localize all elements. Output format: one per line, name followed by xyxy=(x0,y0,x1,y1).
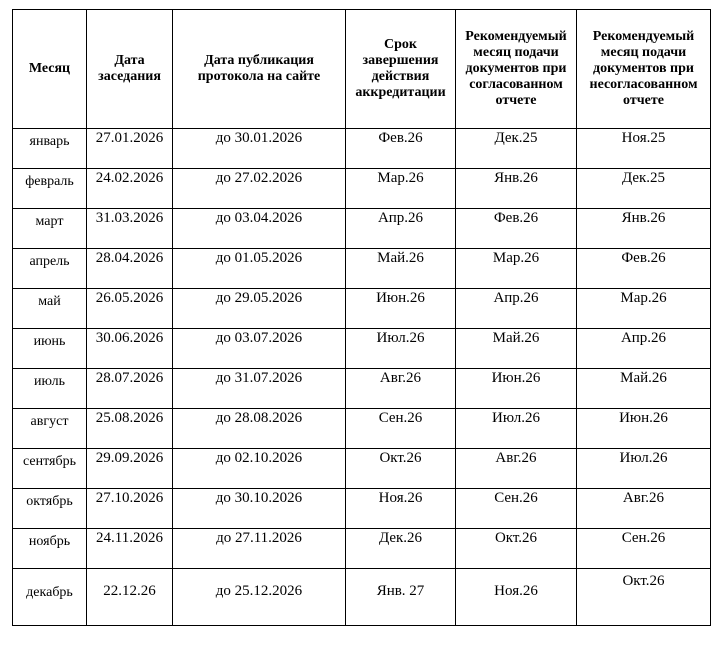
cell-agreed-report-month: Янв.26 xyxy=(456,169,577,209)
cell-meeting-date: 24.02.2026 xyxy=(87,169,173,209)
cell-agreed-report-month: Май.26 xyxy=(456,329,577,369)
cell-agreed-report-month: Ноя.26 xyxy=(456,569,577,626)
cell-agreed-report-month: Июн.26 xyxy=(456,369,577,409)
table-row xyxy=(13,209,711,249)
cell-meeting-date: 27.10.2026 xyxy=(87,489,173,529)
cell-disagreed-report-month: Ноя.25 xyxy=(577,129,711,169)
schedule-table xyxy=(12,9,711,626)
header-month: Месяц xyxy=(13,10,87,129)
cell-disagreed-report-month: Июн.26 xyxy=(577,409,711,449)
table-row xyxy=(13,569,711,626)
cell-month: июль xyxy=(13,369,87,409)
cell-publication-date: до 29.05.2026 xyxy=(173,289,346,329)
cell-publication-date: до 02.10.2026 xyxy=(173,449,346,489)
cell-accreditation-end: Дек.26 xyxy=(346,529,456,569)
cell-accreditation-end: Июн.26 xyxy=(346,289,456,329)
cell-accreditation-end: Сен.26 xyxy=(346,409,456,449)
cell-publication-date: до 01.05.2026 xyxy=(173,249,346,289)
table-row xyxy=(13,449,711,489)
header-agreed-report-month: Рекомендуемый месяц подачи документов при согласованном отчете xyxy=(456,10,577,129)
cell-month: март xyxy=(13,209,87,249)
cell-disagreed-report-month: Апр.26 xyxy=(577,329,711,369)
cell-disagreed-report-month: Окт.26 xyxy=(577,569,711,626)
header-meeting-date: Дата заседания xyxy=(87,10,173,129)
header-row xyxy=(13,10,711,129)
cell-meeting-date: 30.06.2026 xyxy=(87,329,173,369)
cell-disagreed-report-month: Сен.26 xyxy=(577,529,711,569)
cell-month: октябрь xyxy=(13,489,87,529)
cell-meeting-date: 26.05.2026 xyxy=(87,289,173,329)
cell-agreed-report-month: Дек.25 xyxy=(456,129,577,169)
cell-publication-date: до 30.01.2026 xyxy=(173,129,346,169)
cell-month: май xyxy=(13,289,87,329)
cell-agreed-report-month: Апр.26 xyxy=(456,289,577,329)
table-row xyxy=(13,369,711,409)
cell-publication-date: до 03.04.2026 xyxy=(173,209,346,249)
cell-accreditation-end: Июл.26 xyxy=(346,329,456,369)
cell-disagreed-report-month: Июл.26 xyxy=(577,449,711,489)
cell-accreditation-end: Окт.26 xyxy=(346,449,456,489)
cell-disagreed-report-month: Янв.26 xyxy=(577,209,711,249)
table-row xyxy=(13,489,711,529)
header-publication-date: Дата публикация протокола на сайте xyxy=(173,10,346,129)
cell-accreditation-end: Май.26 xyxy=(346,249,456,289)
table-row xyxy=(13,289,711,329)
cell-accreditation-end: Мар.26 xyxy=(346,169,456,209)
cell-disagreed-report-month: Авг.26 xyxy=(577,489,711,529)
cell-agreed-report-month: Окт.26 xyxy=(456,529,577,569)
cell-publication-date: до 03.07.2026 xyxy=(173,329,346,369)
cell-agreed-report-month: Фев.26 xyxy=(456,209,577,249)
cell-month: июнь xyxy=(13,329,87,369)
cell-publication-date: до 27.02.2026 xyxy=(173,169,346,209)
cell-month: август xyxy=(13,409,87,449)
cell-accreditation-end: Апр.26 xyxy=(346,209,456,249)
cell-accreditation-end: Фев.26 xyxy=(346,129,456,169)
cell-meeting-date: 28.04.2026 xyxy=(87,249,173,289)
cell-meeting-date: 29.09.2026 xyxy=(87,449,173,489)
table-row xyxy=(13,329,711,369)
cell-publication-date: до 30.10.2026 xyxy=(173,489,346,529)
table-row xyxy=(13,169,711,209)
cell-meeting-date: 27.01.2026 xyxy=(87,129,173,169)
header-accreditation-end: Срок завершения действия аккредитации xyxy=(346,10,456,129)
cell-meeting-date: 28.07.2026 xyxy=(87,369,173,409)
cell-accreditation-end: Янв. 27 xyxy=(346,569,456,626)
cell-publication-date: до 28.08.2026 xyxy=(173,409,346,449)
table-row xyxy=(13,409,711,449)
cell-month: январь xyxy=(13,129,87,169)
cell-month: ноябрь xyxy=(13,529,87,569)
cell-publication-date: до 25.12.2026 xyxy=(173,569,346,626)
cell-agreed-report-month: Мар.26 xyxy=(456,249,577,289)
cell-meeting-date: 24.11.2026 xyxy=(87,529,173,569)
cell-disagreed-report-month: Мар.26 xyxy=(577,289,711,329)
cell-accreditation-end: Ноя.26 xyxy=(346,489,456,529)
table-row xyxy=(13,529,711,569)
cell-meeting-date: 25.08.2026 xyxy=(87,409,173,449)
cell-meeting-date: 31.03.2026 xyxy=(87,209,173,249)
table-row xyxy=(13,129,711,169)
table-row xyxy=(13,249,711,289)
cell-meeting-date: 22.12.26 xyxy=(87,569,173,626)
cell-month: декабрь xyxy=(13,569,87,626)
cell-disagreed-report-month: Фев.26 xyxy=(577,249,711,289)
cell-disagreed-report-month: Май.26 xyxy=(577,369,711,409)
cell-disagreed-report-month: Дек.25 xyxy=(577,169,711,209)
cell-agreed-report-month: Авг.26 xyxy=(456,449,577,489)
cell-agreed-report-month: Июл.26 xyxy=(456,409,577,449)
cell-publication-date: до 27.11.2026 xyxy=(173,529,346,569)
cell-accreditation-end: Авг.26 xyxy=(346,369,456,409)
cell-agreed-report-month: Сен.26 xyxy=(456,489,577,529)
cell-month: апрель xyxy=(13,249,87,289)
header-disagreed-report-month: Рекомендуемый месяц подачи документов при несогласованном отчете xyxy=(577,10,711,129)
cell-month: февраль xyxy=(13,169,87,209)
cell-publication-date: до 31.07.2026 xyxy=(173,369,346,409)
cell-month: сентябрь xyxy=(13,449,87,489)
